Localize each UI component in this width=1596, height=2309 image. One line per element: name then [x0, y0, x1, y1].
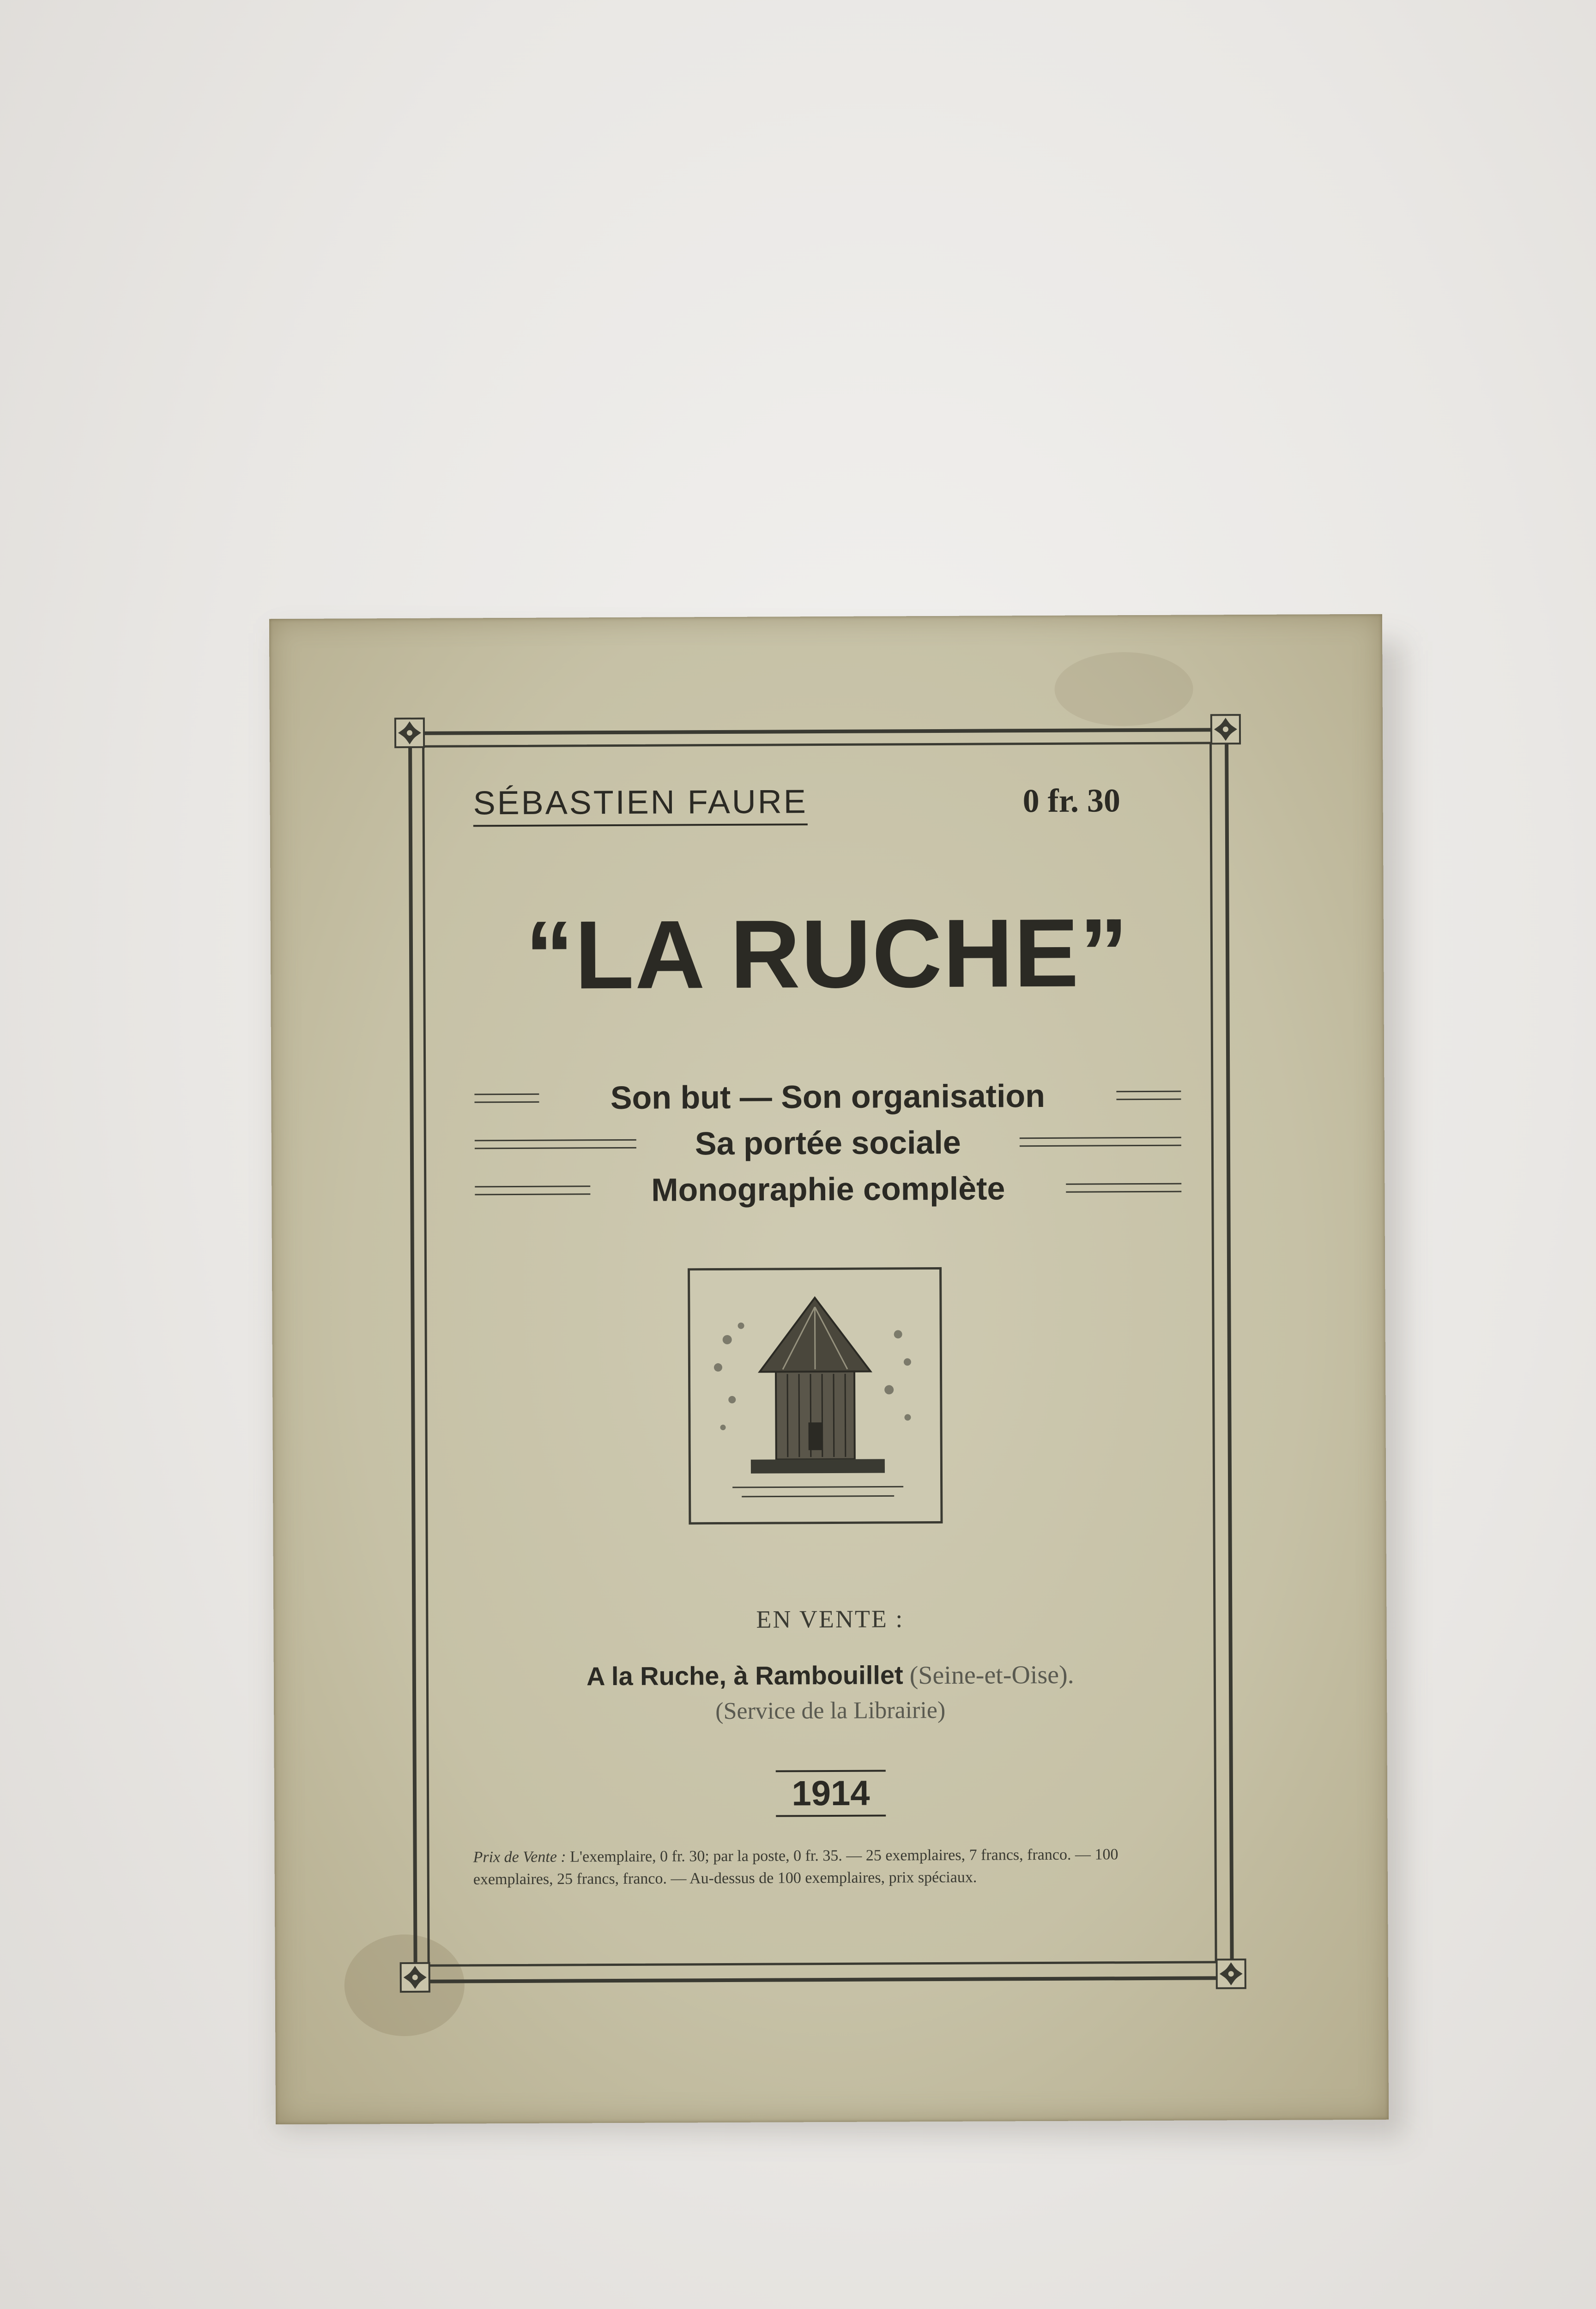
price: 0 fr. 30 — [1022, 782, 1121, 820]
corner-ornament-icon — [1209, 713, 1242, 745]
pamphlet-title: “LA RUCHE” — [525, 898, 1130, 1009]
publication-year — [274, 1771, 1387, 1816]
corner-ornament-icon — [1215, 1958, 1247, 1990]
beehive-icon — [690, 1269, 940, 1522]
author-name: SÉBASTIEN FAURE — [473, 783, 808, 827]
address-region: (Seine-et-Oise). — [909, 1660, 1074, 1690]
sale-label: EN VENTE : — [756, 1605, 904, 1633]
sale-address — [274, 1658, 1387, 1693]
subtitle-line: Son but — Son organisation — [610, 1077, 1046, 1116]
corner-ornament-icon — [393, 717, 426, 749]
corner-ornament-icon — [399, 1961, 431, 1994]
stain — [1054, 652, 1193, 726]
fine-print — [473, 1844, 1185, 1891]
fine-print-text: L'exemplaire, 0 fr. 30; par la poste, 0 fr. 35. — 25 exemplaires, 7 francs, franco. — 100 exemplaires, 25 francs, franco. — Au-dessus de 100 exemplaires, prix spéciaux. — [473, 1846, 1118, 1888]
subtitle-line: Monographie complète — [651, 1170, 1005, 1208]
year-value: 1914 — [776, 1770, 886, 1817]
beehive-illustration — [688, 1267, 943, 1524]
fine-print-label: Prix de Vente : — [473, 1848, 566, 1866]
address-main: A la Ruche, à Rambouillet — [586, 1660, 903, 1691]
pamphlet-cover — [269, 614, 1389, 2124]
subtitle-line: Sa portée sociale — [695, 1124, 961, 1162]
service-line: (Service de la Librairie) — [715, 1697, 946, 1725]
